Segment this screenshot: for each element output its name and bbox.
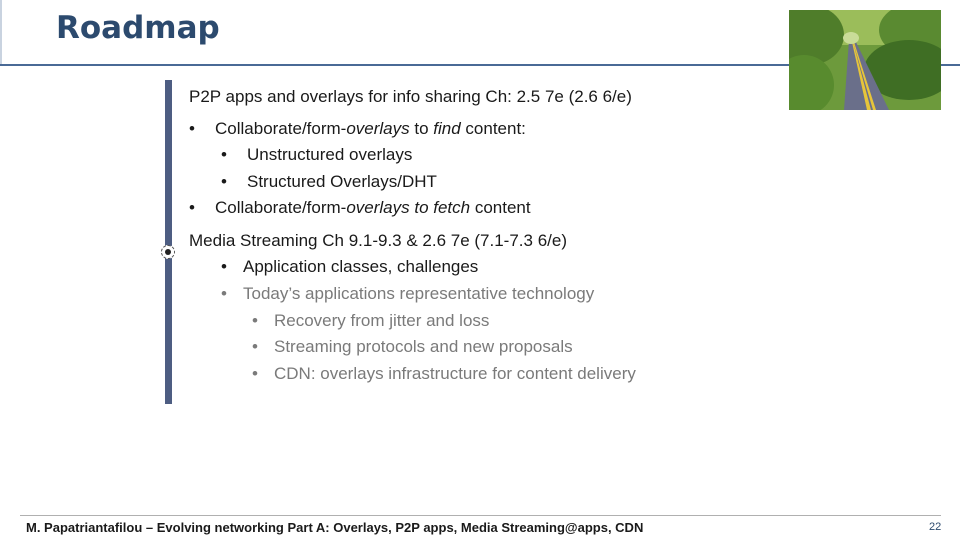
- list-item: • CDN: overlays infrastructure for content delivery: [252, 364, 636, 383]
- timeline-current-marker-icon: [161, 245, 175, 259]
- slide-title: Roadmap: [56, 10, 220, 46]
- bullet-icon: •: [221, 145, 227, 164]
- bullet-icon: •: [252, 311, 258, 330]
- section-p2p-heading: P2P apps and overlays for info sharing Ch: 2.5 7e (2.6 6/e): [189, 87, 632, 106]
- list-item: • Streaming protocols and new proposals: [252, 337, 573, 356]
- list-item: • Recovery from jitter and loss: [252, 311, 490, 330]
- list-item: • Structured Overlays/DHT: [221, 172, 437, 191]
- title-left-edge: [0, 0, 2, 66]
- bullet-icon: •: [252, 364, 258, 383]
- bullet-icon: •: [189, 198, 195, 217]
- bullet-icon: •: [221, 284, 227, 303]
- footer-divider: [20, 515, 941, 516]
- section-media-streaming-heading: Media Streaming Ch 9.1-9.3 & 2.6 7e (7.1-7.3 6/e): [189, 231, 567, 250]
- road-landscape-photo: [789, 10, 941, 110]
- footer-text: M. Papatriantafilou – Evolving networking Part A: Overlays, P2P apps, Media Streaming@apps, CDN: [26, 520, 644, 535]
- list-item: • Application classes, challenges: [221, 257, 479, 276]
- bullet-icon: •: [189, 119, 195, 138]
- list-item: • Today’s applications representative technology: [221, 284, 595, 303]
- bullet-icon: •: [252, 337, 258, 356]
- timeline-bar: [165, 80, 172, 404]
- page-number: 22: [929, 521, 942, 533]
- bullet-icon: •: [221, 172, 227, 191]
- bullet-icon: •: [221, 257, 227, 276]
- list-item: • Collaborate/form-overlays to find content:: [189, 119, 526, 138]
- list-item: • Collaborate/form-overlays to fetch content: [189, 198, 531, 217]
- list-item: • Unstructured overlays: [221, 145, 413, 164]
